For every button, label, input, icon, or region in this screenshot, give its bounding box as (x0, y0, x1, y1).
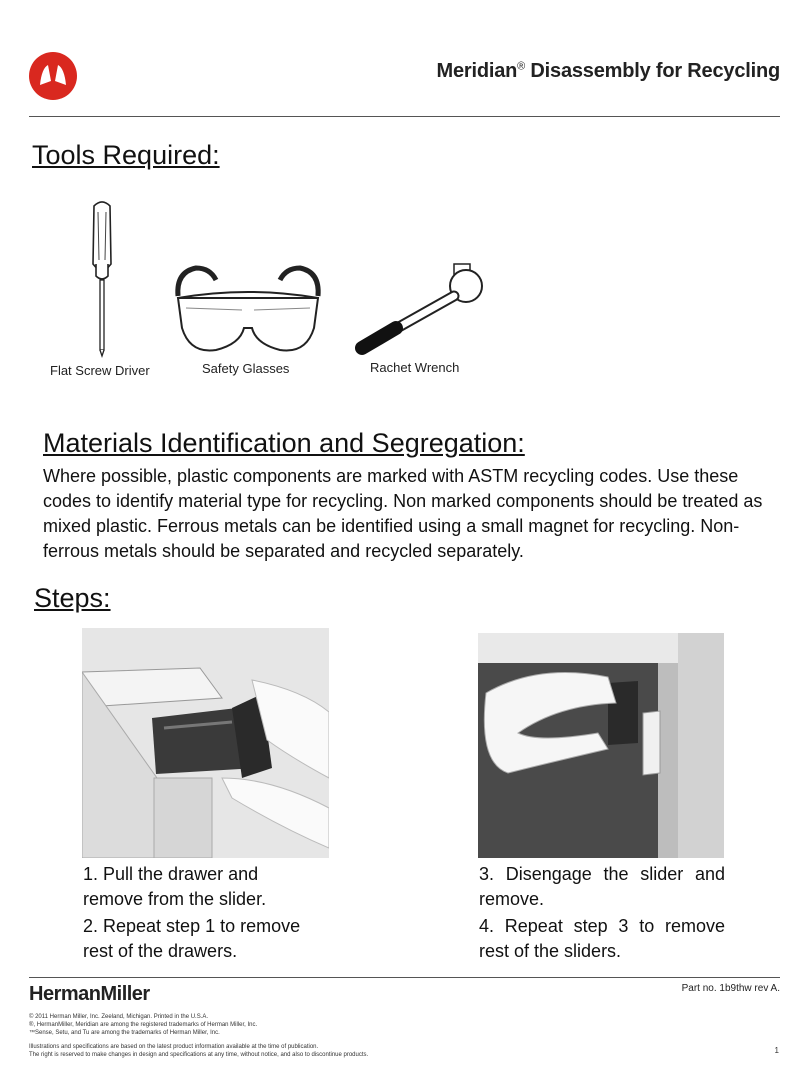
safety-glasses-icon (172, 258, 324, 360)
materials-paragraph: Where possible, plastic components are marked with ASTM recycling codes. Use these codes to identify material type for recycling. Non marked components should be treated as mixed plastic. Ferrous metals can be identified using a small magnet for recycling. Non-ferrous metals should be separated and recycled separately. (43, 466, 763, 561)
step-1-text: 1. Pull the drawer and remove from the slider. (83, 864, 267, 909)
document-title: Meridian® Disassembly for Recycling (436, 60, 780, 82)
herman-miller-wordmark: HermanMiller (29, 983, 150, 1005)
step-2-text: 2. Repeat step 1 to remove rest of the drawers. (83, 916, 301, 961)
drawer-removal-photo (82, 628, 329, 858)
screwdriver-icon (84, 198, 124, 360)
registered-trademarks-line: ®, HermanMiller, Meridian are among the registered trademarks of Herman Miller, Inc. (29, 1022, 258, 1028)
trademarks-line: ™Sense, Setu, and Tu are among the trademarks of Herman Miller, Inc. (29, 1030, 220, 1036)
herman-miller-logo-icon (29, 52, 77, 100)
tools-heading: Tools Required: (32, 140, 220, 170)
step-3-text: 3. Disengage the slider and remove. (479, 864, 725, 909)
header-divider (29, 116, 780, 117)
disclaimer-line-1: Illustrations and specifications are based on the latest product information available at the time of publication. (29, 1044, 319, 1050)
tool-label-ratchet-wrench: Rachet Wrench (370, 360, 460, 375)
copyright-line: © 2011 Herman Miller, Inc. Zeeland, Michigan. Printed in the U.S.A. (29, 1014, 209, 1020)
footer-divider (29, 977, 780, 978)
tool-label-safety-glasses: Safety Glasses (202, 361, 290, 376)
tool-label-screwdriver: Flat Screw Driver (50, 363, 150, 378)
disclaimer-line-2: The right is reserved to make changes in design and specifications at any time, without notice, and also to discontinue products. (29, 1052, 369, 1058)
materials-heading: Materials Identification and Segregation: (43, 428, 525, 458)
part-number: Part no. 1b9thw rev A. (681, 983, 780, 994)
ratchet-wrench-icon (354, 262, 494, 360)
slider-removal-photo (478, 633, 724, 858)
page-number: 1 (774, 1046, 779, 1055)
step-4-text: 4. Repeat step 3 to remove rest of the sliders. (479, 916, 725, 961)
steps-heading: Steps: (34, 583, 111, 613)
